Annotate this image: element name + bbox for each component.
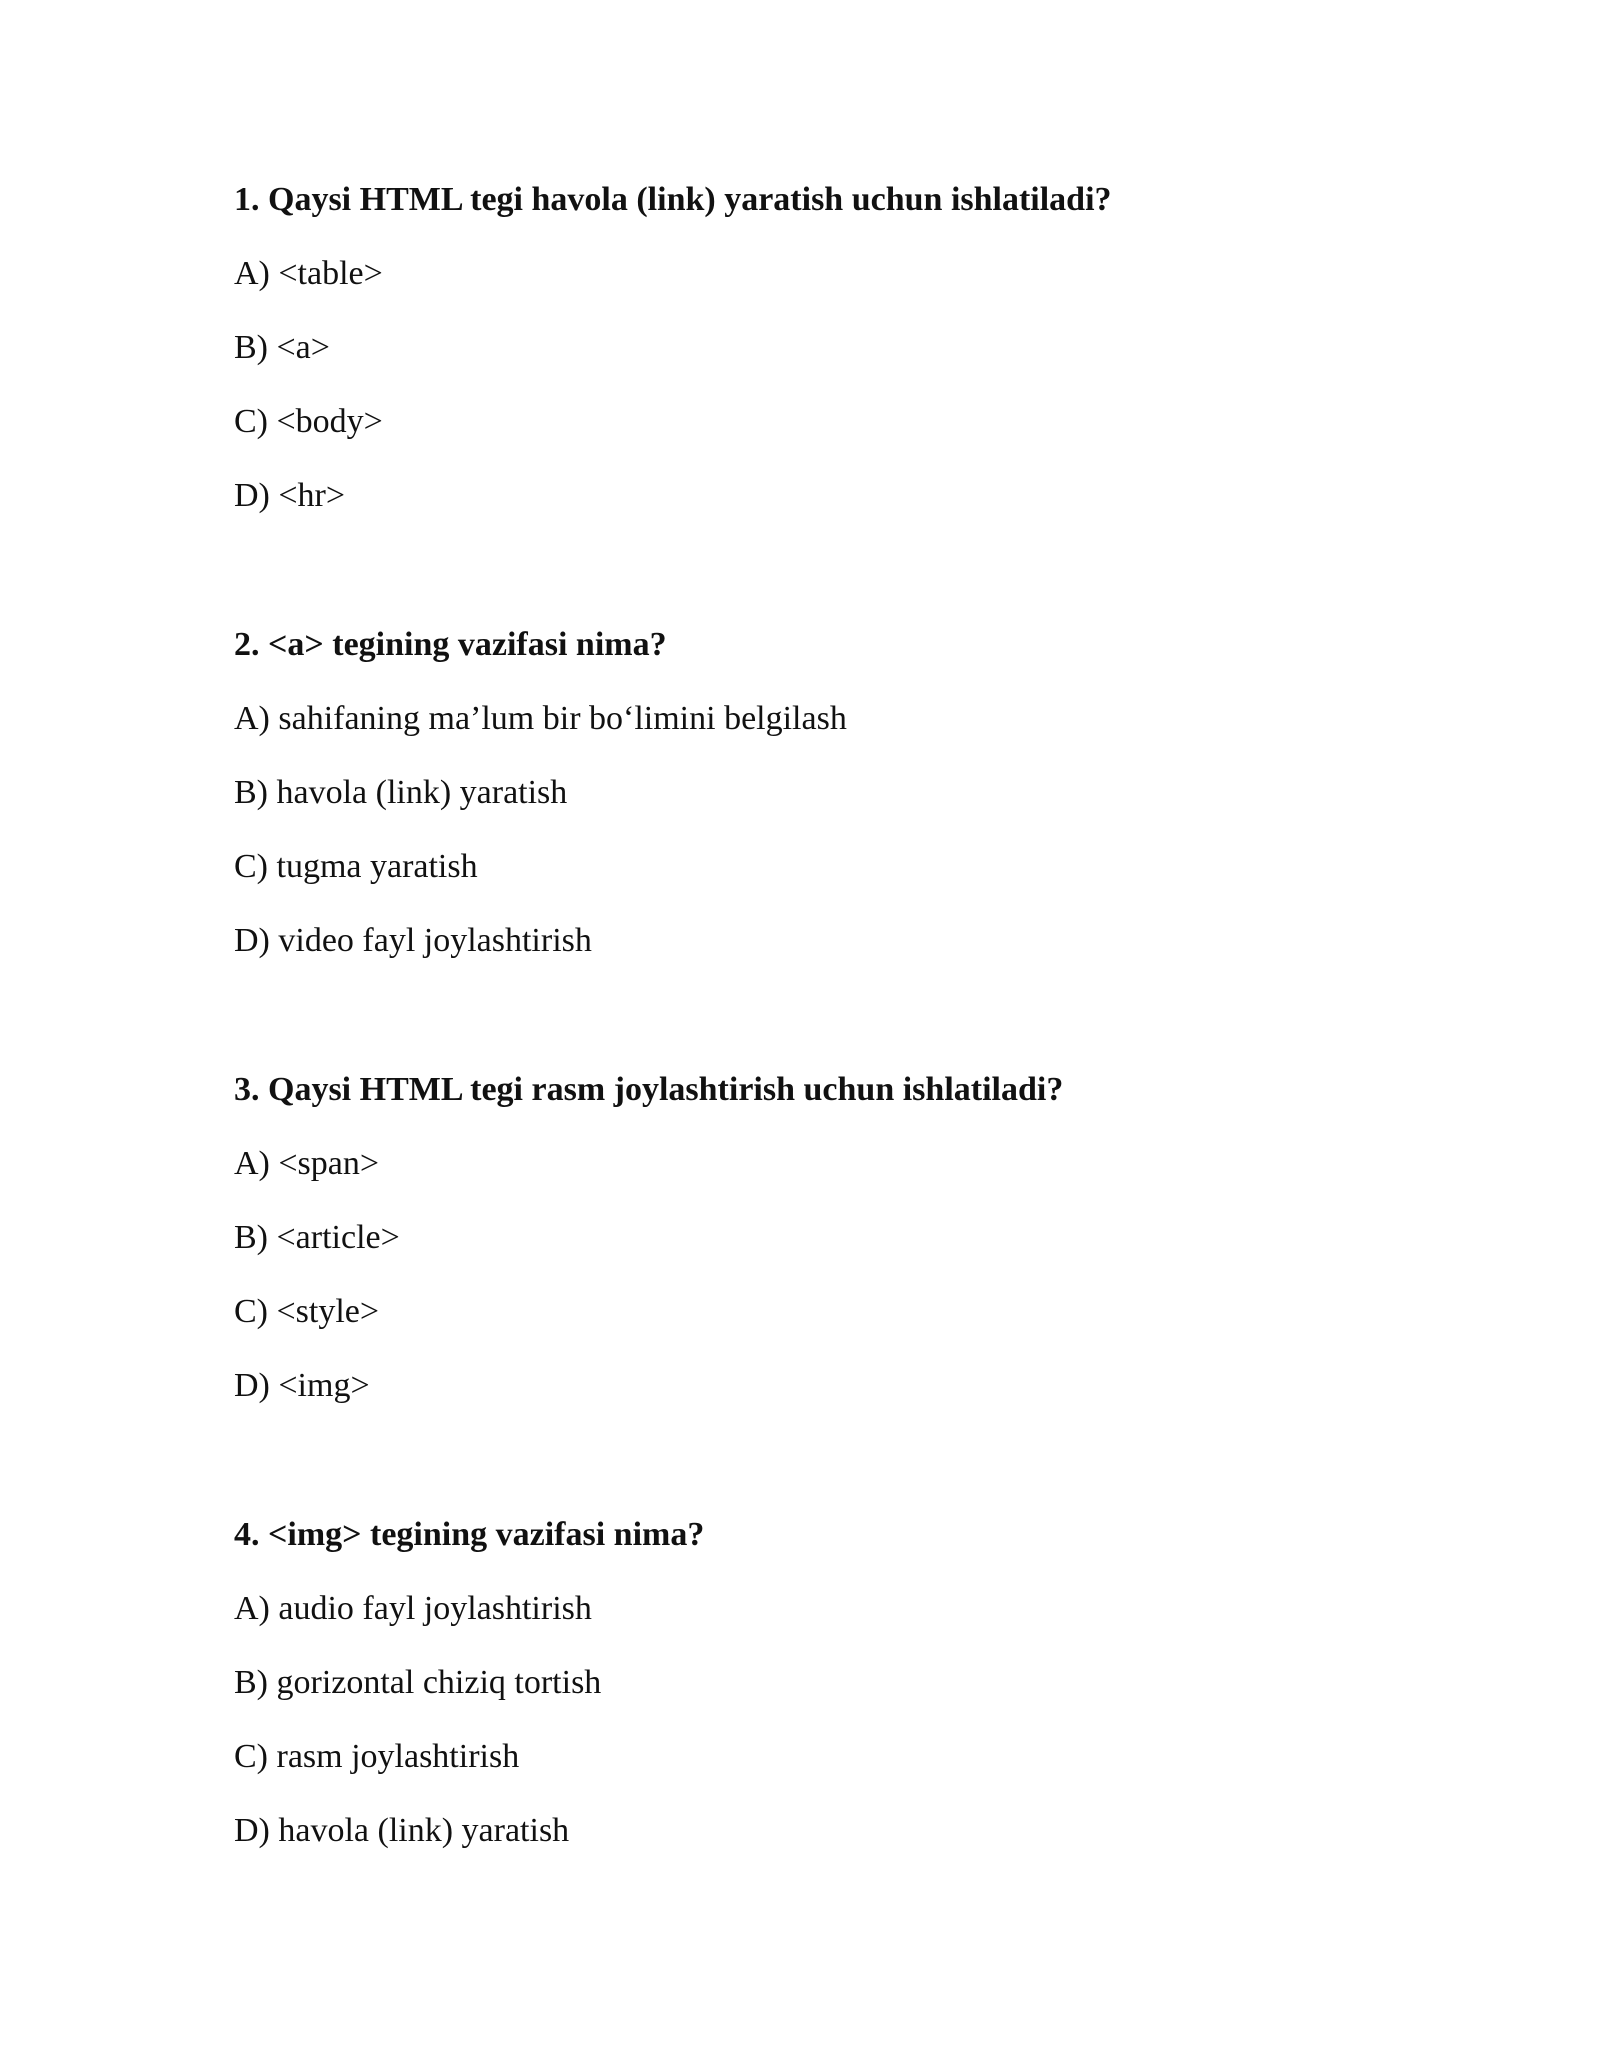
answer-option-b: B) gorizontal chiziq tortish — [234, 1664, 602, 1701]
answer-option-b: B) havola (link) yaratish — [234, 774, 568, 811]
answer-option-c: C) tugma yaratish — [234, 848, 478, 885]
answer-option-a: A) sahifaning ma’lum bir bo‘limini belgilash — [234, 700, 847, 737]
question-title: 1. Qaysi HTML tegi havola (link) yaratish uchun ishlatiladi? — [234, 181, 1112, 218]
answer-option-a: A) audio fayl joylashtirish — [234, 1590, 592, 1627]
answer-option-c: C) <style> — [234, 1293, 380, 1330]
question-block-2 — [234, 625, 1434, 1070]
answer-option-d: D) <hr> — [234, 477, 346, 514]
answer-option-d: D) havola (link) yaratish — [234, 1812, 570, 1849]
answer-option-d: D) <img> — [234, 1367, 370, 1404]
answer-option-b: B) <article> — [234, 1219, 400, 1256]
quiz-content — [234, 180, 1434, 1960]
answer-option-c: C) rasm joylashtirish — [234, 1738, 520, 1775]
question-block-3 — [234, 1070, 1434, 1515]
question-title: 3. Qaysi HTML tegi rasm joylashtirish uchun ishlatiladi? — [234, 1071, 1064, 1108]
question-block-1 — [234, 180, 1434, 625]
answer-option-a: A) <table> — [234, 255, 383, 292]
question-title: 4. <img> tegining vazifasi nima? — [234, 1516, 705, 1553]
answer-option-d: D) video fayl joylashtirish — [234, 922, 592, 959]
question-title: 2. <a> tegining vazifasi nima? — [234, 626, 667, 663]
answer-option-a: A) <span> — [234, 1145, 380, 1182]
answer-option-c: C) <body> — [234, 403, 383, 440]
answer-option-b: B) <a> — [234, 329, 330, 366]
question-block-4 — [234, 1515, 1434, 1960]
